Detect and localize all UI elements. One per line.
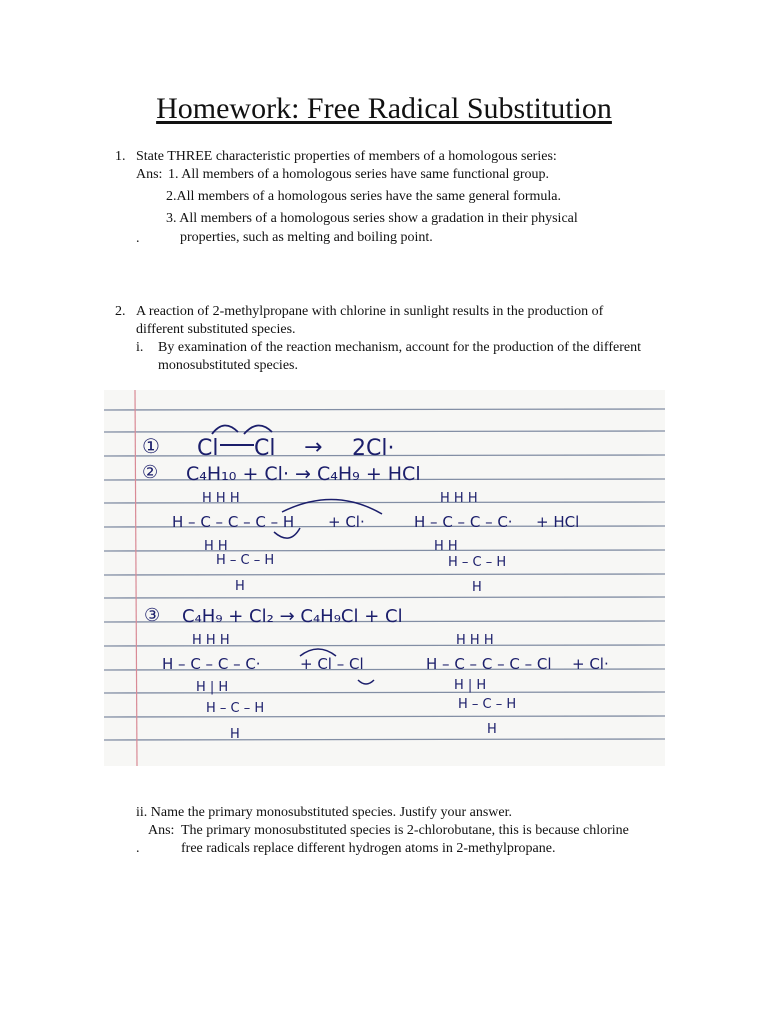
- step-3-chain-left: H – C – C – C·: [162, 655, 261, 673]
- step-1-arrow: →: [304, 435, 323, 460]
- q1-prompt: State THREE characteristic properties of members of a homologous series:: [136, 149, 557, 164]
- step-2-methyl-h-left: H: [235, 579, 245, 594]
- q2-prompt-line-1: A reaction of 2-methylpropane with chlorine in sunlight results in the production of: [136, 304, 604, 319]
- step-2-equation: C₄H₁₀ + Cl· → C₄H₉ + HCl: [186, 463, 421, 485]
- step-3-plus-cl: + Cl·: [572, 655, 609, 673]
- q1-answer-3-cont: properties, such as melting and boiling point.: [180, 230, 433, 245]
- step-3-equation: C₄H₉ + Cl₂ → C₄H₉Cl + Cl: [182, 606, 403, 627]
- step-3-methyl-h-left: H: [230, 727, 240, 742]
- step-3-methyl-left: H – C – H: [206, 701, 265, 716]
- q2-dot: .: [136, 841, 140, 856]
- step-2-methyl-right: H – C – H: [448, 555, 507, 570]
- q1-dot: .: [136, 231, 140, 246]
- step-1-fishhook-arrows: [212, 425, 272, 434]
- step-1-cl-left: Cl: [197, 436, 219, 461]
- step-1-product: 2Cl·: [352, 436, 395, 461]
- step-2-top-hydrogens-left: H H H: [202, 491, 240, 506]
- step-2-top-hydrogens-right: H H H: [440, 491, 478, 506]
- step-2-chain-right: H – C – C – C·: [414, 513, 513, 531]
- q2-ans-label: Ans:: [148, 823, 175, 838]
- step-2-curly-arrow: [282, 499, 382, 514]
- q2-part-i-line-2: monosubstituted species.: [158, 358, 298, 373]
- step-3-fishhook: [358, 680, 374, 684]
- q2-part-i-line-1: By examination of the reaction mechanism, account for the production of the different: [158, 340, 641, 355]
- q2-part-ii-prompt: ii. Name the primary monosubstituted species. Justify your answer.: [136, 805, 512, 820]
- margin-line: [135, 390, 137, 766]
- step-1-number: ①: [142, 434, 160, 458]
- step-1-cl-right: Cl: [254, 436, 276, 461]
- step-3-methyl-h-right: H: [487, 722, 497, 737]
- q2-part-i-label: i.: [136, 340, 144, 355]
- step-3-under-hydrogens-right: H | H: [454, 678, 487, 693]
- step-3-under-hydrogens-left: H | H: [196, 680, 229, 695]
- q2-part-ii-answer-line-1: The primary monosubstituted species is 2-chlorobutane, this is because chlorine: [181, 823, 629, 838]
- step-3-chain-right: H – C – C – C – Cl: [426, 655, 552, 673]
- q2-prompt-line-2: different substituted species.: [136, 322, 296, 337]
- q1-answer-1: 1. All members of a homologous series have same functional group.: [168, 167, 550, 182]
- q2-number: 2.: [115, 304, 126, 319]
- handwritten-mechanism-photo: [104, 390, 665, 766]
- step-3-number: ③: [144, 605, 161, 626]
- step-2-methyl-left: H – C – H: [216, 553, 275, 568]
- step-2-methyl-h-right: H: [472, 580, 482, 595]
- step-2-number: ②: [142, 462, 159, 483]
- q1-ans-label: Ans:: [136, 167, 163, 182]
- step-3-plus-cl2: + Cl – Cl: [300, 655, 364, 673]
- page-title: Homework: Free Radical Substitution: [156, 92, 612, 125]
- step-3-methyl-right: H – C – H: [458, 697, 517, 712]
- q1-number: 1.: [115, 149, 126, 164]
- step-2-plus-hcl: + HCl: [536, 513, 580, 531]
- step-2-under-hydrogens-left: H H: [204, 539, 228, 554]
- q1-answer-2: 2.All members of a homologous series have the same general formula.: [166, 189, 561, 204]
- step-3-top-hydrogens-left: H H H: [192, 633, 230, 648]
- q1-answer-3: 3. All members of a homologous series show a gradation in their physical: [166, 211, 578, 226]
- step-3-top-hydrogens-right: H H H: [456, 633, 494, 648]
- notebook-page: [104, 390, 665, 766]
- step-2-plus-cl: + Cl·: [328, 513, 365, 531]
- step-2-chain-left: H – C – C – C – H: [172, 513, 295, 531]
- step-2-under-hydrogens-right: H H: [434, 539, 458, 554]
- q2-part-ii-answer-line-2: free radicals replace different hydrogen atoms in 2-methylpropane.: [181, 841, 556, 856]
